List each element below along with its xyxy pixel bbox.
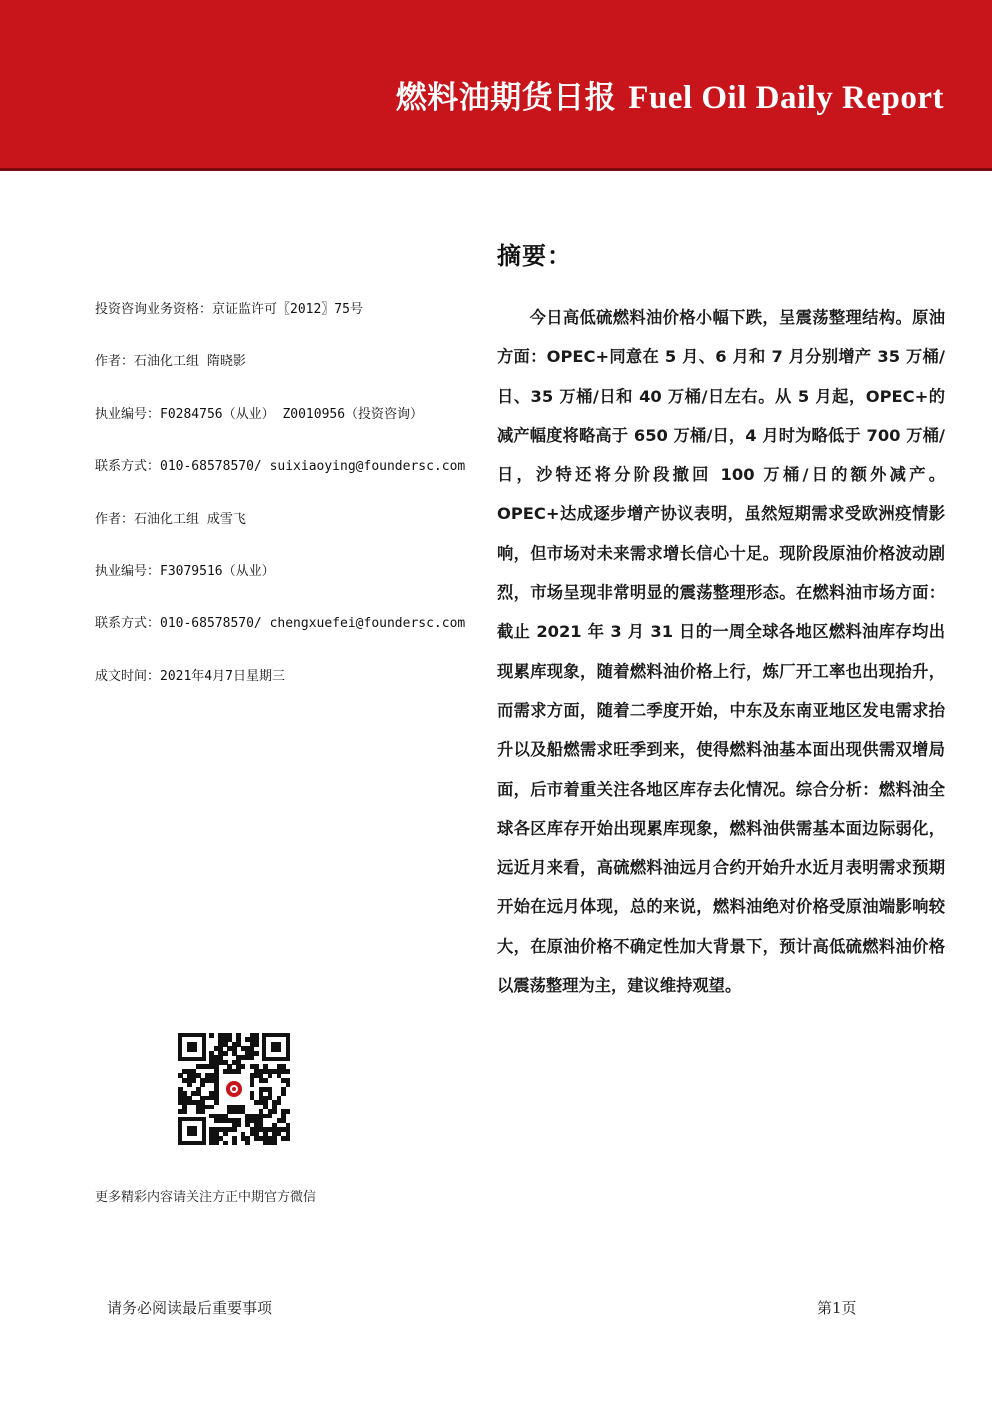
- qr-module: [232, 1127, 237, 1132]
- qr-caption: 更多精彩内容请关注方正中期官方微信: [95, 1190, 317, 1205]
- contact-line: 联系方式：010-68578570/ suixiaoying@foundersc.com: [95, 459, 466, 475]
- header-divider: [0, 168, 992, 171]
- qr-module: [254, 1051, 259, 1056]
- qr-module: [272, 1141, 277, 1146]
- qr-module: [209, 1105, 214, 1110]
- qr-module: [250, 1082, 255, 1087]
- qr-module: [241, 1064, 246, 1069]
- qr-module: [250, 1055, 255, 1060]
- qr-module: [268, 1073, 273, 1078]
- qr-module: [187, 1082, 192, 1087]
- qr-module: [286, 1069, 291, 1074]
- contact-line: 联系方式：010-68578570/ chengxuefei@foundersc.com: [95, 616, 466, 632]
- qr-module: [268, 1114, 273, 1119]
- qualification-line: 投资咨询业务资格：京证监许可〖2012〗75号: [95, 302, 363, 317]
- qr-code-icon: [178, 1033, 290, 1145]
- summary-heading: 摘要：: [497, 242, 572, 270]
- qr-module: [214, 1141, 219, 1146]
- summary-text: 今日高低硫燃料油价格小幅下跌，呈震荡整理结构。原油方面：OPEC+同意在 5 月、6 月和 7 月分别增产 35 万桶/日、35 万桶/日和 40 万桶/日左右。从 5 月起，OPEC+的减产幅度将略高于 650 万桶/日，4 月时为略低于 700 万桶/日，沙特还将分阶段撤回 100 万桶/日的额外减产。OPEC+达成逐步增产协议表明，虽然短期需求受欧洲疫情影响，但市场对未来需求增长信心十足。现阶段原油价格波动剧烈，市场呈现非常明显的震荡整理形态。在燃料油市场方面：截止 2021 年 3 月 31 日的一周全球各地区燃料油库存均出现累库现象，随着燃料油价格上行，炼厂开工率也出现抬升，而需求方面，随着二季度开始，中东及东南亚地区发电需求抬升以及船燃需求旺季到来，使得燃料油基本面出现供需双增局面，后市着重关注各地区库存去化情况。综合分析：燃料油全球各区库存开始出现累库现象，燃料油供需基本面边际弱化，远近月来看，高硫燃料油远月合约开始升水近月表明需求预期开始在远月体现，总的来说，燃料油绝对价格受原油端影响较大，在原油价格不确定性加大背景下，预计高低硫燃料油价格以震荡整理为主，建议维持观望。: [497, 308, 945, 996]
- qr-module: [209, 1033, 214, 1038]
- qr-module: [223, 1051, 228, 1056]
- qr-module: [286, 1136, 291, 1141]
- qr-module: [281, 1091, 286, 1096]
- qr-module: [254, 1042, 259, 1047]
- qr-module: [263, 1078, 268, 1083]
- license-line: 执业编号：F0284756（从业） Z0010956（投资咨询）: [95, 406, 424, 422]
- qr-module: [191, 1078, 196, 1083]
- qr-module: [236, 1123, 241, 1128]
- author-line: 作者：石油化工组 隋晓影: [95, 354, 246, 370]
- author-info: [95, 300, 475, 719]
- qr-finder-icon: [178, 1117, 206, 1145]
- date-line: 成文时间：2021年4月7日星期三: [95, 668, 285, 684]
- footer-notice: 请务必阅读最后重要事项: [107, 1299, 273, 1317]
- qr-module: [223, 1132, 228, 1137]
- qr-module: [245, 1141, 250, 1146]
- license-line: 执业编号：F3079516（从业）: [95, 563, 275, 579]
- qr-module: [286, 1109, 291, 1114]
- author-line: 作者：石油化工组 成雪飞: [95, 511, 246, 527]
- brand-logo-icon: [222, 1077, 246, 1101]
- report-title: [396, 72, 944, 117]
- qr-module: [214, 1100, 219, 1105]
- qr-module: [182, 1109, 187, 1114]
- qr-module: [200, 1082, 205, 1087]
- qr-module: [236, 1069, 241, 1074]
- qr-module: [223, 1141, 228, 1146]
- report-title-en: Fuel Oil Daily Report: [628, 80, 944, 116]
- page-number: 第1页: [817, 1299, 857, 1317]
- qr-finder-icon: [178, 1033, 206, 1061]
- report-title-cn: 燃料油期货日报: [395, 80, 617, 116]
- qr-module: [272, 1109, 277, 1114]
- qr-module: [286, 1082, 291, 1087]
- qr-module: [277, 1100, 282, 1105]
- qr-module: [200, 1109, 205, 1114]
- qr-finder-icon: [262, 1033, 290, 1061]
- qr-module: [232, 1141, 237, 1146]
